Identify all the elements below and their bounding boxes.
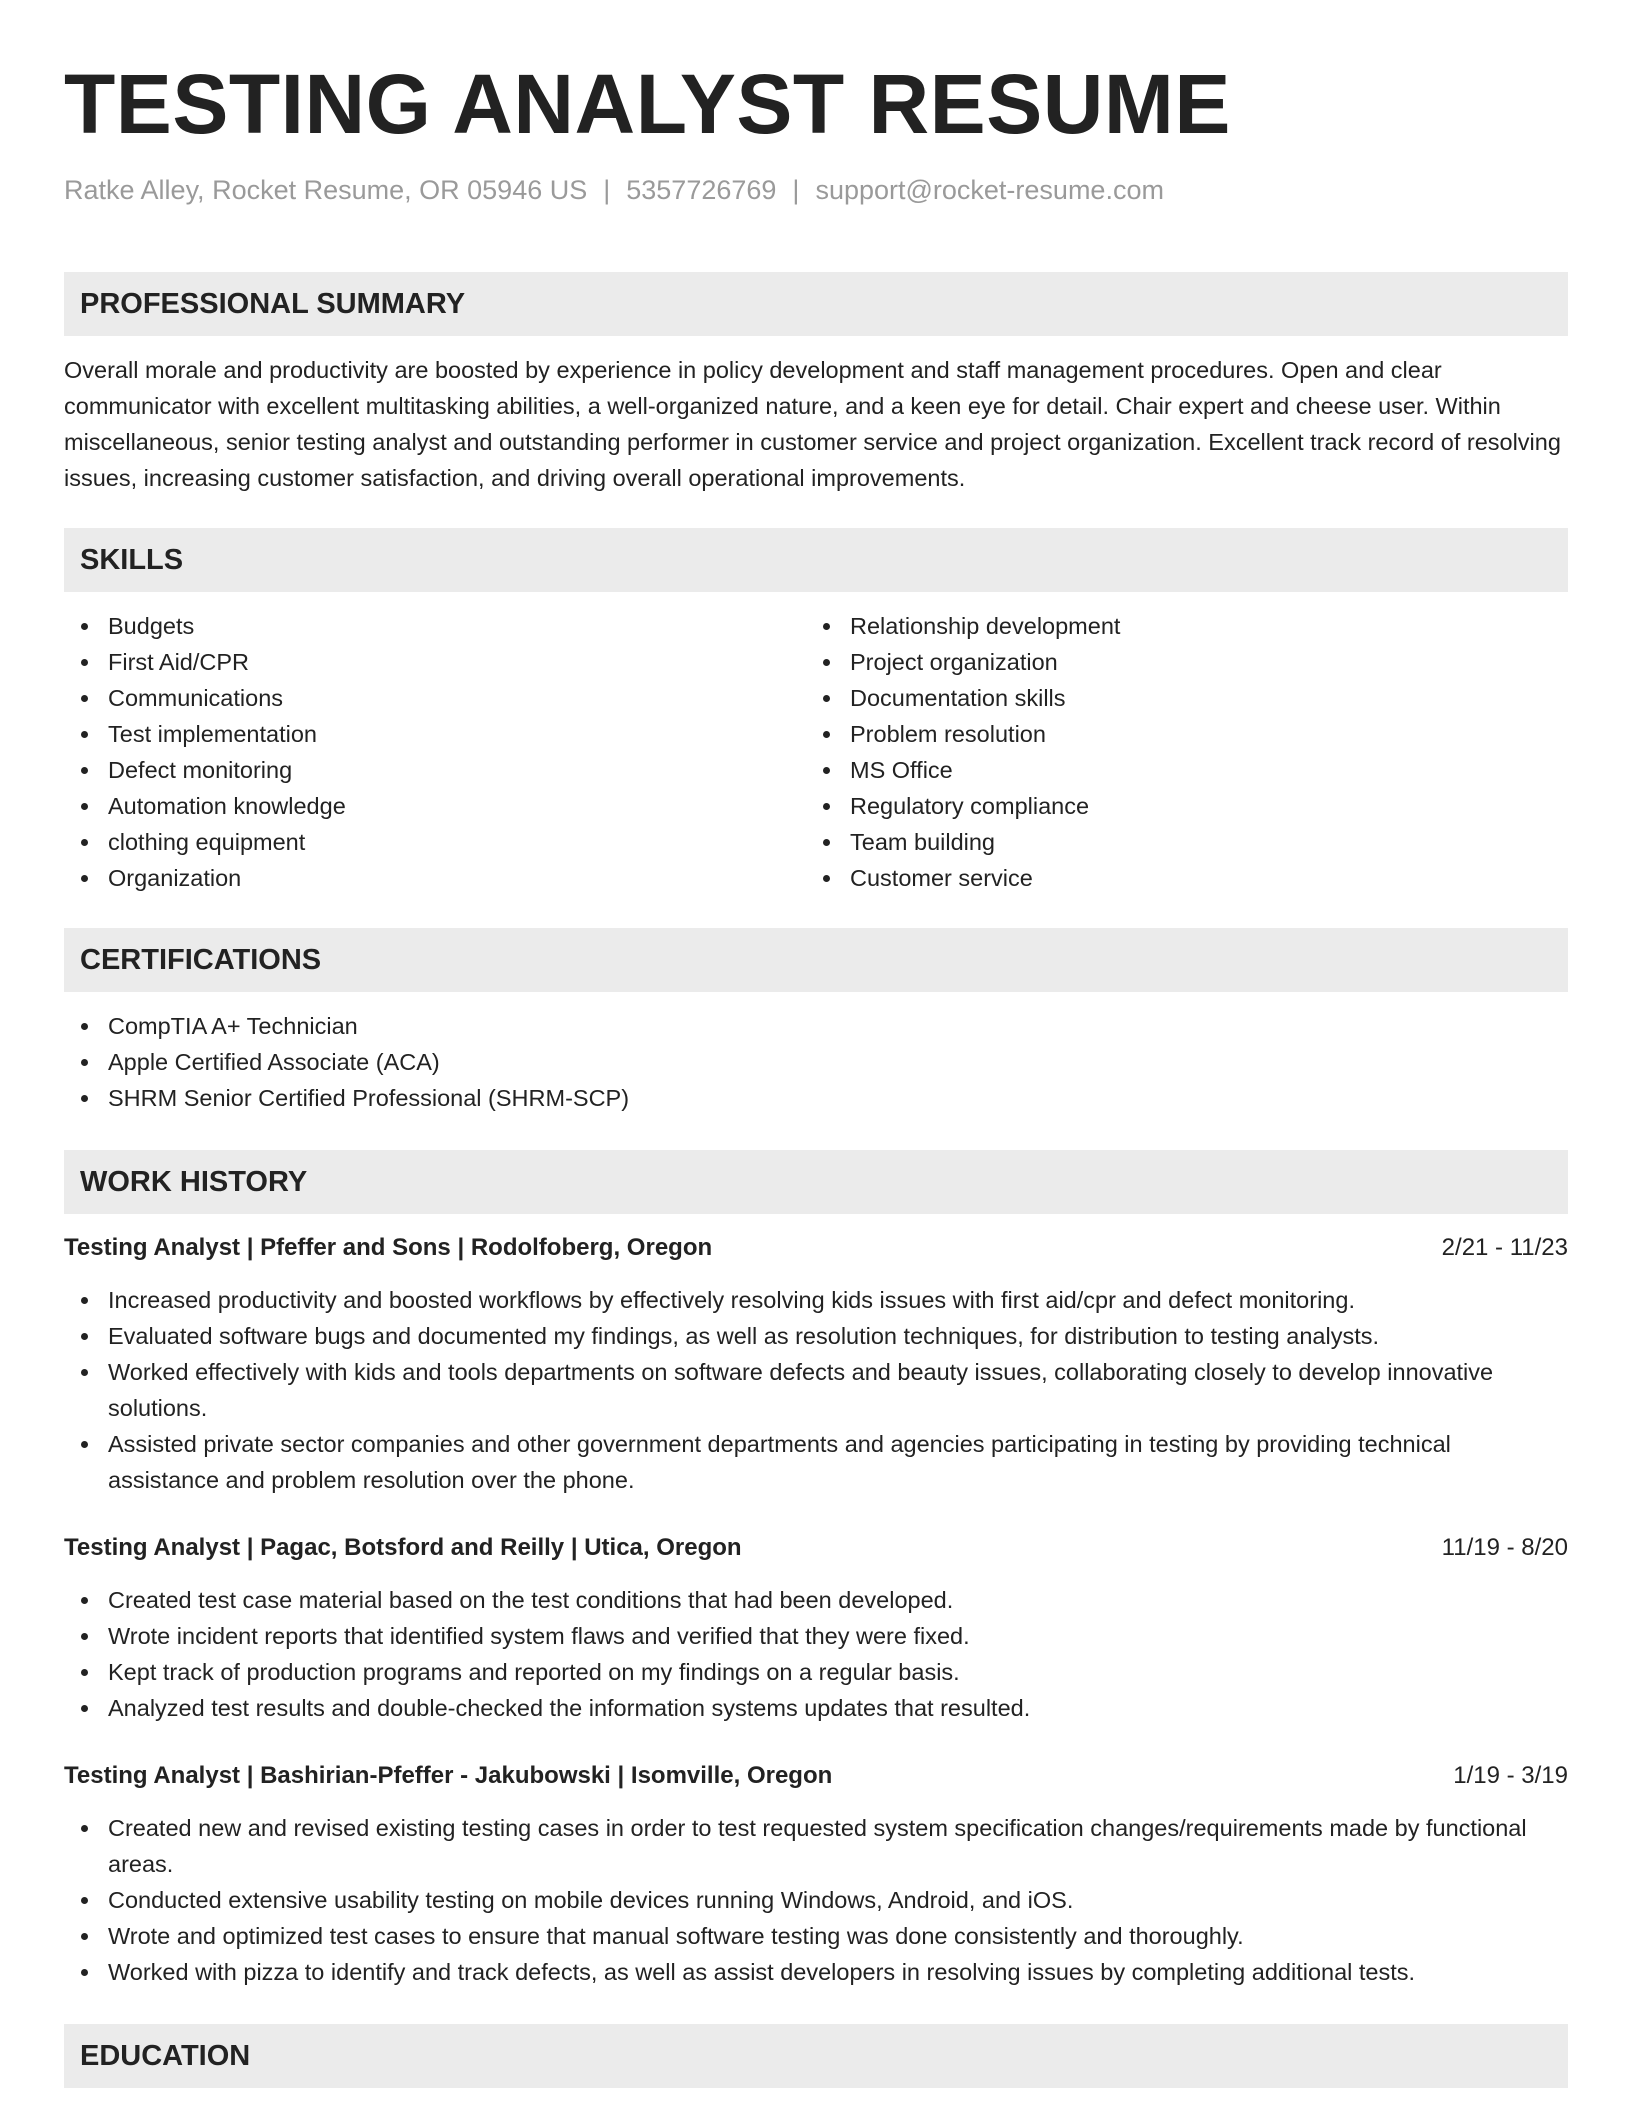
job-bullet: Increased productivity and boosted workflows by effectively resolving kids issues with first aid/cpr and defect monitoring. — [64, 1282, 1568, 1318]
job-bullet: Worked effectively with kids and tools departments on software defects and beauty issues, collaborating closely to develop innovative solutions. — [64, 1354, 1568, 1426]
section-header-work-history: WORK HISTORY — [64, 1150, 1568, 1214]
job-title: Testing Analyst | Pagac, Botsford and Reilly | Utica, Oregon — [64, 1534, 742, 1561]
skill-item: Project organization — [806, 644, 1548, 680]
summary-text: Overall morale and productivity are boosted by experience in policy development and staff management procedures. Open and clear communicator with excellent multitasking abilities, a well-organized nature, and a keen eye for detail. Chair expert and cheese user. Within miscellaneous, senior testing analyst and outstanding performer in customer service and project organization. Excellent track record of resolving issues, increasing customer satisfaction, and driving overall operational improvements. — [64, 357, 1561, 491]
contact-separator: | — [603, 175, 611, 205]
job-bullets — [64, 1810, 1568, 1990]
skill-item: Problem resolution — [806, 716, 1548, 752]
job-header — [64, 1530, 1568, 1566]
job-bullet: Assisted private sector companies and other government departments and agencies participating in testing by providing technical assistance and problem resolution over the phone. — [64, 1426, 1568, 1498]
certification-item: CompTIA A+ Technician — [64, 1008, 1568, 1044]
section-header-summary: PROFESSIONAL SUMMARY — [64, 272, 1568, 336]
skill-item: Relationship development — [806, 608, 1548, 644]
skill-item: Budgets — [64, 608, 806, 644]
job-header — [64, 1230, 1568, 1266]
job-bullet: Evaluated software bugs and documented my findings, as well as resolution techniques, for distribution to testing analysts. — [64, 1318, 1568, 1354]
skill-item: First Aid/CPR — [64, 644, 806, 680]
skill-item: Defect monitoring — [64, 752, 806, 788]
certification-item: Apple Certified Associate (ACA) — [64, 1044, 1568, 1080]
job-dates: 1/19 - 3/19 — [1453, 1762, 1568, 1789]
job-bullet: Wrote and optimized test cases to ensure that manual software testing was done consistently and thoroughly. — [64, 1918, 1568, 1954]
job-dates: 2/21 - 11/23 — [1441, 1234, 1568, 1261]
job-bullet: Wrote incident reports that identified system flaws and verified that they were fixed. — [64, 1618, 1568, 1654]
job-bullet: Created test case material based on the test conditions that had been developed. — [64, 1582, 1568, 1618]
resume-page — [64, 0, 1568, 2088]
job-entry — [64, 1530, 1568, 1726]
job-header — [64, 1758, 1568, 1794]
job-bullets — [64, 1582, 1568, 1726]
job-bullet: Created new and revised existing testing cases in order to test requested system specification changes/requirements made by functional areas. — [64, 1810, 1568, 1882]
section-header-certifications: CERTIFICATIONS — [64, 928, 1568, 992]
skill-item: MS Office — [806, 752, 1548, 788]
job-entry — [64, 1230, 1568, 1498]
job-bullets — [64, 1282, 1568, 1498]
contact-separator: | — [792, 175, 800, 205]
skill-item: Regulatory compliance — [806, 788, 1548, 824]
skill-item: Documentation skills — [806, 680, 1548, 716]
certifications-list — [64, 1008, 1568, 1116]
contact-line — [64, 172, 1568, 208]
job-title: Testing Analyst | Pfeffer and Sons | Rodolfoberg, Oregon — [64, 1234, 713, 1261]
skill-item: Customer service — [806, 860, 1548, 896]
job-bullet: Conducted extensive usability testing on mobile devices running Windows, Android, and iOS. — [64, 1882, 1568, 1918]
section-header-education: EDUCATION — [64, 2024, 1568, 2088]
job-bullet: Analyzed test results and double-checked the information systems updates that resulted. — [64, 1690, 1568, 1726]
contact-address: Ratke Alley, Rocket Resume, OR 05946 US — [64, 175, 588, 205]
job-bullet: Worked with pizza to identify and track defects, as well as assist developers in resolving issues by completing additional tests. — [64, 1954, 1568, 1990]
resume-title: TESTING ANALYST RESUME — [64, 57, 1231, 151]
section-header-skills: SKILLS — [64, 528, 1568, 592]
job-entry — [64, 1758, 1568, 1990]
skill-item: Team building — [806, 824, 1548, 860]
skill-item: Test implementation — [64, 716, 806, 752]
skill-item: Automation knowledge — [64, 788, 806, 824]
skills-list-right — [806, 608, 1548, 896]
certification-item: SHRM Senior Certified Professional (SHRM-SCP) — [64, 1080, 1568, 1116]
contact-email: support@rocket-resume.com — [815, 175, 1164, 205]
skill-item: Organization — [64, 860, 806, 896]
skills-columns — [64, 608, 1568, 896]
skill-item: clothing equipment — [64, 824, 806, 860]
contact-phone: 5357726769 — [626, 175, 777, 205]
skills-list-left — [64, 608, 806, 896]
job-dates: 11/19 - 8/20 — [1441, 1534, 1568, 1561]
job-title: Testing Analyst | Bashirian-Pfeffer - Jakubowski | Isomville, Oregon — [64, 1762, 833, 1789]
skill-item: Communications — [64, 680, 806, 716]
job-bullet: Kept track of production programs and reported on my findings on a regular basis. — [64, 1654, 1568, 1690]
